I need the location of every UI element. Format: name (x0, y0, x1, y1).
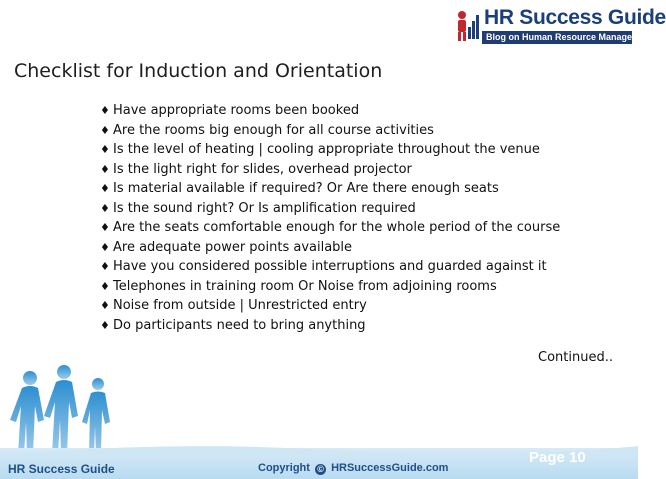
list-item: ♦ Is the level of heating | cooling appropriate throughout the venue (100, 140, 560, 160)
brand-logo (452, 6, 666, 46)
list-item: ♦ Is the sound right? Or Is amplification required (100, 199, 560, 219)
list-item: ♦ Is the light right for slides, overhead projector (100, 160, 560, 180)
diamond-bullet-icon: ♦ (100, 260, 110, 273)
copyright-icon: © (315, 464, 326, 475)
list-item: ♦ Are adequate power points available (100, 238, 560, 258)
diamond-bullet-icon: ♦ (100, 299, 110, 312)
diamond-bullet-icon: ♦ (100, 182, 110, 195)
list-item: ♦ Have you considered possible interruptions and guarded against it (100, 257, 560, 277)
diamond-bullet-icon: ♦ (100, 201, 110, 215)
diamond-bullet-icon: ♦ (100, 104, 110, 117)
diamond-bullet-icon: ♦ (100, 279, 110, 293)
list-item: ♦ Have appropriate rooms been booked (100, 101, 560, 121)
page-number: Page 10 (529, 449, 586, 466)
footer-brand: HR Success Guide (8, 462, 115, 476)
diamond-bullet-icon: ♦ (100, 240, 110, 254)
diamond-bullet-icon: ♦ (100, 143, 110, 156)
logo-text: HR Success Guide (484, 6, 666, 29)
slide-title: Checklist for Induction and Orientation (14, 60, 383, 82)
list-item: ♦ Telephones in training room Or Noise from adjoining rooms (100, 277, 560, 297)
continued-note: Continued.. (538, 350, 613, 365)
list-item: ♦ Is material available if required? Or Are there enough seats (100, 179, 560, 199)
diamond-bullet-icon: ♦ (100, 318, 110, 332)
diamond-bullet-icon: ♦ (100, 162, 110, 176)
logo-tagline: Blog on Human Resource Management (482, 31, 632, 44)
list-item: ♦ Noise from outside | Unrestricted entry (100, 296, 560, 316)
list-item: ♦ Are the rooms big enough for all course activities (100, 121, 560, 141)
footer-copyright: Copyright © HRSuccessGuide.com (258, 462, 449, 474)
checklist (100, 101, 560, 335)
person-chart-icon (452, 9, 480, 43)
diamond-bullet-icon: ♦ (100, 221, 110, 234)
diamond-bullet-icon: ♦ (100, 123, 110, 137)
list-item: ♦ Are the seats comfortable enough for the whole period of the course (100, 218, 560, 238)
list-item: ♦ Do participants need to bring anything (100, 316, 560, 336)
